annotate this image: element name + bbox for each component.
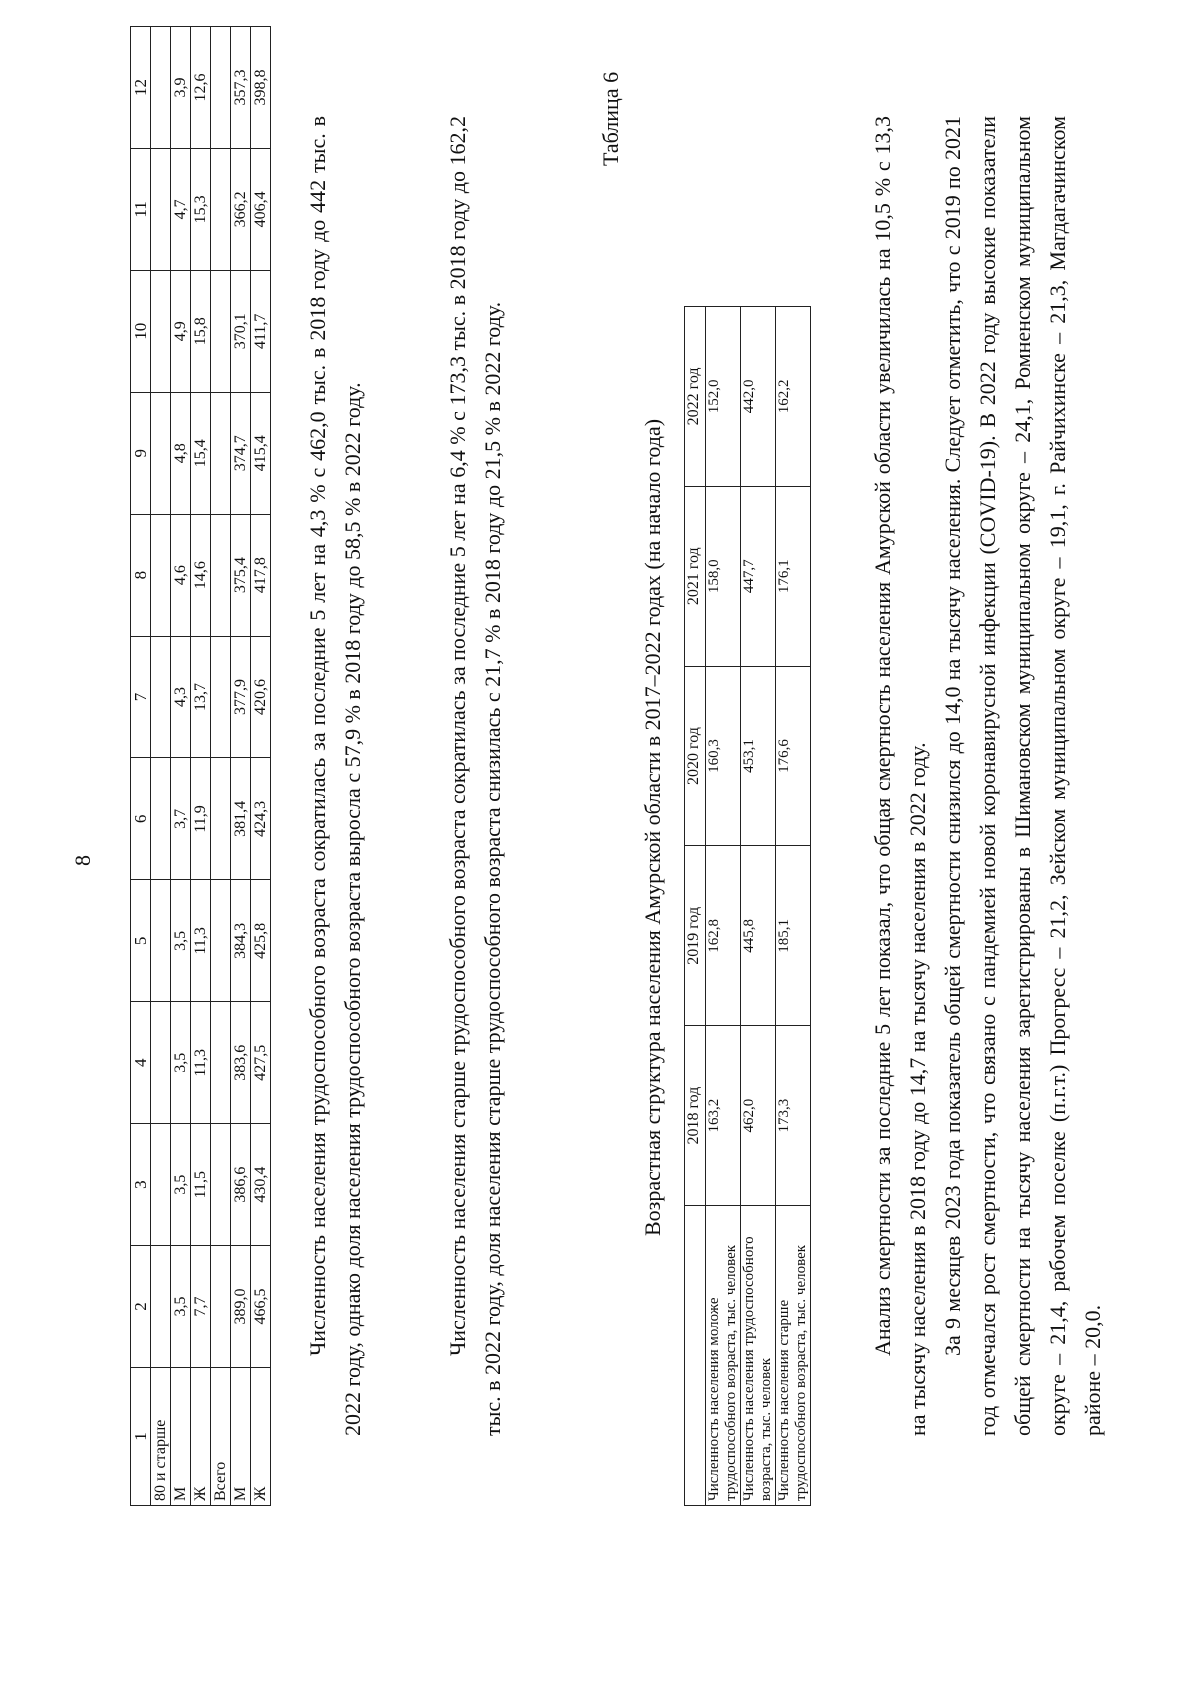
- table-cell: 15,3: [191, 148, 211, 270]
- table-cell: [151, 392, 171, 514]
- table-cell: 4,9: [171, 270, 191, 392]
- table-header-row: [685, 307, 706, 1506]
- paragraph-mortality: [865, 116, 1110, 1436]
- column-header: 8: [131, 514, 151, 636]
- table-cell: 381,4: [231, 758, 251, 880]
- table-cell: [211, 1246, 231, 1368]
- column-header: 2: [131, 1246, 151, 1368]
- table-title: Возрастная структура населения Амурской области в 2017–2022 годах (на начало года): [640, 418, 665, 1236]
- table-cell: [211, 148, 231, 270]
- row-label: Всего: [211, 1368, 231, 1506]
- table-cell: [211, 27, 231, 149]
- table-cell: 11,9: [191, 758, 211, 880]
- table-number-label: Таблица 6: [598, 71, 623, 166]
- table-cell: [151, 270, 171, 392]
- table-cell: 417,8: [251, 514, 271, 636]
- row-label: Ж: [251, 1368, 271, 1506]
- table-cell: 453,1: [741, 666, 776, 846]
- table-cell: 411,7: [251, 270, 271, 392]
- paragraph-older-age-text: Численность населения старше трудоспособного возраста сократилась за последние 5 лет на 6,4 % с 173,3 тыс. в 2018 году до 162,2 тыс. в 2022 году, доля населения старше трудоспособного возраста снизилась с 21,7 % в 2018 году до 21,5 % в 2022 году.: [445, 116, 505, 1436]
- table-cell: 11,3: [191, 880, 211, 1002]
- table-cell: [211, 270, 231, 392]
- table-cell: 3,9: [171, 27, 191, 149]
- paragraph-working-age-text: Численность населения трудоспособного возраста сократилась за последние 5 лет на 4,3 % с 462,0 тыс. в 2018 году до 442 тыс. в 2022 году, однако доля населения трудоспособного возраста выросла с 57,9 % в 2018 году до 58,5 % в 2022 году.: [305, 116, 365, 1436]
- table-cell: 152,0: [706, 307, 741, 487]
- column-header: 4: [131, 1002, 151, 1124]
- table-cell: 427,5: [251, 1002, 271, 1124]
- table-cell: 420,6: [251, 636, 271, 758]
- table-cell: [151, 1246, 171, 1368]
- table-cell: 389,0: [231, 1246, 251, 1368]
- population-by-age-table: [130, 26, 271, 1506]
- row-label: Численность населения моложе трудоспособного возраста, тыс. человек: [706, 1206, 741, 1506]
- row-label: М: [171, 1368, 191, 1506]
- row-label: 80 и старше: [151, 1368, 171, 1506]
- row-label: Численность населения старше трудоспособного возраста, тыс. человек: [776, 1206, 811, 1506]
- page-number: 8: [70, 855, 95, 866]
- table-cell: 370,1: [231, 270, 251, 392]
- table-cell: 13,7: [191, 636, 211, 758]
- table-cell: 384,3: [231, 880, 251, 1002]
- table-cell: 3,5: [171, 1124, 191, 1246]
- table-cell: 4,6: [171, 514, 191, 636]
- column-header: 11: [131, 148, 151, 270]
- table-cell: [151, 1002, 171, 1124]
- table-cell: 163,2: [706, 1026, 741, 1206]
- table-cell: 377,9: [231, 636, 251, 758]
- table-cell: 383,6: [231, 1002, 251, 1124]
- column-header: 6: [131, 758, 151, 880]
- column-header: 2022 год: [685, 307, 706, 487]
- table-cell: 176,6: [776, 666, 811, 846]
- table-cell: 406,4: [251, 148, 271, 270]
- column-header: 5: [131, 880, 151, 1002]
- column-header: 10: [131, 270, 151, 392]
- table-cell: 12,6: [191, 27, 211, 149]
- table-cell: 176,1: [776, 486, 811, 666]
- table-row: [151, 27, 171, 1506]
- paragraph-mortality-detail-text: За 9 месяцев 2023 года показатель общей смертности снизился до 14,0 на тысячу населения. Следует отметить, что с 2019 по 2021 год отмечался рост смертности, что связано с пандемией новой коронавирусной инфекции (COVID-19). В 2022 году высокие показатели общей смертности на тысячу населения зарегистрированы в Шимановском муниципальном округе – 24,1, Ромненском муниципальном округе – 21,4, рабочем поселке (п.г.т.) Прогресс – 21,2, Зейском муниципальном округе – 19,1, г. Райчихинске – 21,3, Магдагачинском районе – 20,0.: [940, 116, 1105, 1436]
- table-cell: 11,3: [191, 1002, 211, 1124]
- table-row: [706, 307, 741, 1506]
- column-header: 2018 год: [685, 1026, 706, 1206]
- table-cell: [151, 1124, 171, 1246]
- table-cell: [211, 880, 231, 1002]
- table-row: [231, 27, 251, 1506]
- table-cell: 3,5: [171, 880, 191, 1002]
- column-header: 7: [131, 636, 151, 758]
- table-cell: 14,6: [191, 514, 211, 636]
- table-cell: [211, 514, 231, 636]
- table-cell: 162,2: [776, 307, 811, 487]
- row-label: М: [231, 1368, 251, 1506]
- table-cell: [151, 758, 171, 880]
- table-cell: 415,4: [251, 392, 271, 514]
- table-header-row: [131, 27, 151, 1506]
- column-header: 1: [131, 1368, 151, 1506]
- table-cell: 462,0: [741, 1026, 776, 1206]
- table-cell: [151, 636, 171, 758]
- table-row: [776, 307, 811, 1506]
- table-cell: [151, 514, 171, 636]
- table-cell: 398,8: [251, 27, 271, 149]
- table-cell: 3,5: [171, 1002, 191, 1124]
- table-cell: 430,4: [251, 1124, 271, 1246]
- table-cell: [211, 1002, 231, 1124]
- paragraph-working-age: [300, 116, 370, 1436]
- table-cell: 357,3: [231, 27, 251, 149]
- table-cell: 15,4: [191, 392, 211, 514]
- table-cell: [211, 392, 231, 514]
- table-cell: 7,7: [191, 1246, 211, 1368]
- table-cell: 424,3: [251, 758, 271, 880]
- table-cell: 11,5: [191, 1124, 211, 1246]
- column-header: 3: [131, 1124, 151, 1246]
- table-row: [171, 27, 191, 1506]
- table-row: [211, 27, 231, 1506]
- table-row: [191, 27, 211, 1506]
- table-cell: [151, 148, 171, 270]
- table-cell: 4,8: [171, 392, 191, 514]
- column-header: [685, 1206, 706, 1506]
- table-cell: 4,3: [171, 636, 191, 758]
- table-cell: 447,7: [741, 486, 776, 666]
- column-header: 2019 год: [685, 846, 706, 1026]
- table-row: [741, 307, 776, 1506]
- column-header: 2020 год: [685, 666, 706, 846]
- row-label: Ж: [191, 1368, 211, 1506]
- paragraph-mortality-text: Анализ смертности за последние 5 лет показал, что общая смертность населения Амурской области увеличилась на 10,5 % с 13,3 на тысячу населения в 2018 году до 14,7 на тысячу населения в 2022 году.: [870, 116, 930, 1436]
- table-cell: 173,3: [776, 1026, 811, 1206]
- table-cell: 185,1: [776, 846, 811, 1026]
- column-header: 12: [131, 27, 151, 149]
- table-cell: 445,8: [741, 846, 776, 1026]
- table-cell: 158,0: [706, 486, 741, 666]
- table-cell: 466,5: [251, 1246, 271, 1368]
- table-cell: [211, 636, 231, 758]
- table-cell: 425,8: [251, 880, 271, 1002]
- age-structure-table: [684, 306, 811, 1506]
- table-cell: 4,7: [171, 148, 191, 270]
- table-cell: 366,2: [231, 148, 251, 270]
- table-cell: 3,5: [171, 1246, 191, 1368]
- column-header: 9: [131, 392, 151, 514]
- table-cell: 3,7: [171, 758, 191, 880]
- table-row: [251, 27, 271, 1506]
- table-cell: [151, 880, 171, 1002]
- column-header: 2021 год: [685, 486, 706, 666]
- table-cell: 160,3: [706, 666, 741, 846]
- table-cell: 375,4: [231, 514, 251, 636]
- table-cell: 15,8: [191, 270, 211, 392]
- table-cell: 374,7: [231, 392, 251, 514]
- table-cell: 386,6: [231, 1124, 251, 1246]
- table-cell: [151, 27, 171, 149]
- row-label: Численность населения трудоспособного возраста, тыс. человек: [741, 1206, 776, 1506]
- table-cell: 162,8: [706, 846, 741, 1026]
- table-cell: [211, 1124, 231, 1246]
- table-cell: [211, 758, 231, 880]
- table-cell: 442,0: [741, 307, 776, 487]
- paragraph-older-age: [440, 116, 510, 1436]
